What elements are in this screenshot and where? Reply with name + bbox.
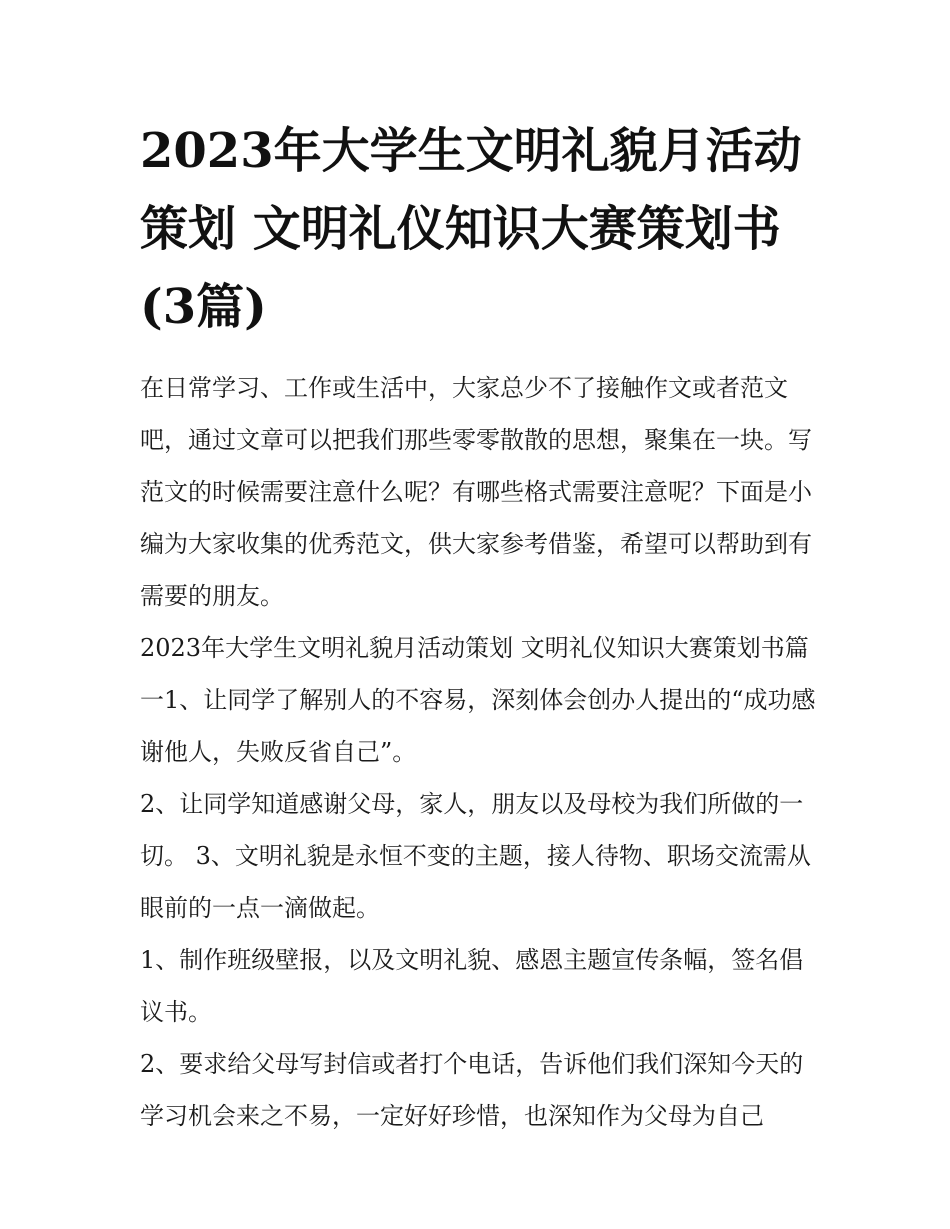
paragraph-goals: 2、让同学知道感谢父母，家人，朋友以及母校为我们所做的一切。 3、文明礼貌是永恒不变的主题，接人待物、职场交流需从眼前的一点一滴做起。 [140, 790, 811, 922]
document-title: 2023年大学生文明礼貌月活动策划 文明礼仪知识大赛策划书(3篇) [140, 123, 802, 335]
paragraph-section-one: 2023年大学生文明礼貌月活动策划 文明礼仪知识大赛策划书篇一1、让同学了解别人的不容易，深刻体会创办人提出的“成功感谢他人，失败反省自己”。 [140, 634, 816, 766]
document-page [140, 112, 820, 1142]
paragraph-activity-1: 1、制作班级壁报，以及文明礼貌、感恩主题宣传条幅，签名倡议书。 [140, 946, 804, 1026]
paragraph-activity-2: 2、要求给父母写封信或者打个电话，告诉他们我们深知今天的学习机会来之不易，一定好好珍惜，也深知作为父母为自己 [140, 1050, 804, 1130]
paragraph-intro: 在日常学习、工作或生活中，大家总少不了接触作文或者范文吧，通过文章可以把我们那些零零散散的思想，聚集在一块。写范文的时候需要注意什么呢？有哪些格式需要注意呢？下面是小编为大家收集的优秀范文，供大家参考借鉴，希望可以帮助到有需要的朋友。 [140, 374, 812, 610]
